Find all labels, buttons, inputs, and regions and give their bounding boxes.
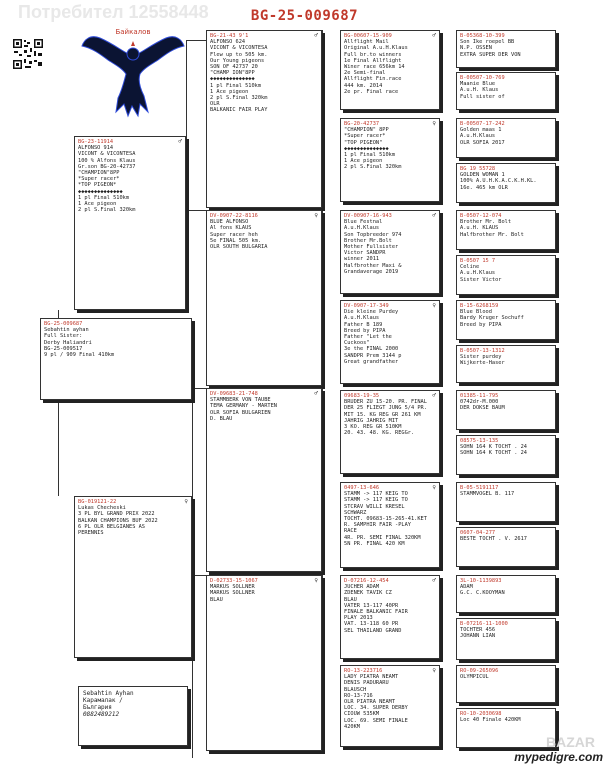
- gen4-line: Breed by PIPA: [460, 321, 502, 328]
- dam-line: PERENNIS: [78, 530, 104, 537]
- sdd-line: Cuckoos": [344, 340, 370, 347]
- owner-name: Sebahtin Ayhan: [83, 690, 134, 697]
- connector-line: [322, 388, 323, 480]
- gen4-card[interactable]: [456, 163, 556, 203]
- gen4-line: BESTE TOCHT . V. 2617: [460, 536, 527, 543]
- dss-line: BRUDER ZU 15-20. PR. FINAL: [344, 399, 427, 406]
- owner-phone: 0882489212: [83, 711, 120, 718]
- ss-line: SON OF 42737 20: [210, 64, 258, 71]
- sss-line: 1e Final Allflight: [344, 57, 402, 64]
- gen3-card-dds[interactable]: [340, 575, 440, 659]
- gen3-card-sdd[interactable]: [340, 300, 440, 384]
- sss-line: Original A.u.H.Klaus: [344, 45, 408, 52]
- gen4-card[interactable]: [456, 118, 556, 158]
- gen3-card-sds[interactable]: [340, 210, 440, 294]
- ssd-line: ◆◆◆◆◆◆◆◆◆◆◆◆◆◆: [344, 145, 389, 152]
- gen4-ring: B-07216-11-1000: [460, 621, 508, 627]
- ssd-line: "CHAMPION" 8PP: [344, 127, 389, 134]
- sds-line: Blue Festnal: [344, 219, 383, 226]
- ddd-line: CIOUW 535KM: [344, 711, 380, 718]
- sire-line: 2 pl S.Final 320km: [78, 207, 136, 214]
- gen3-card-ssd[interactable]: [340, 118, 440, 202]
- gen4-card[interactable]: [456, 708, 556, 748]
- female-icon: ♀: [184, 498, 188, 505]
- connector-line: [192, 388, 206, 389]
- connector-line: [186, 168, 187, 210]
- subject-card[interactable]: [40, 318, 192, 400]
- gen4-line: Maanie Blue: [460, 81, 496, 88]
- sdd-line: Father B 189: [344, 321, 383, 328]
- gen4-card[interactable]: [456, 72, 556, 110]
- gen4-card[interactable]: [456, 30, 556, 68]
- connector-line: [322, 30, 323, 122]
- qr-code-icon: [12, 38, 44, 70]
- gen4-ring: B-00507-10-769: [460, 75, 505, 81]
- pedigree-title: BG-25-009687: [250, 8, 359, 24]
- gen4-line: A.u.H.Klaus: [460, 133, 496, 140]
- dam-line: Lukas Checheski: [78, 505, 126, 512]
- gen3-card-dsd[interactable]: [340, 482, 440, 568]
- sss-line: 2e pr. Final race: [344, 88, 399, 95]
- sire-dam-card[interactable]: [206, 210, 322, 386]
- gen4-card[interactable]: [456, 210, 556, 250]
- ssd-ring: BG-20-42737: [344, 121, 380, 127]
- dsd-line: RACE: [344, 528, 357, 535]
- owner-town: Карамалак /: [83, 697, 123, 704]
- logo-text: Байкалов: [115, 28, 151, 36]
- ds-line: OLR SOFIA BULGARIEN: [210, 409, 271, 416]
- gen4-ring: 0607-04-277: [460, 530, 496, 536]
- dam-dam-card[interactable]: [206, 575, 322, 751]
- connector-line: [58, 310, 59, 318]
- ss-line: "CHAMP ION"8PP: [210, 70, 255, 77]
- site-footer-link[interactable]: mypedigre.com: [514, 750, 603, 764]
- dds-line: VATER 13-117 40PR: [344, 602, 399, 609]
- sd-line: Al fons KLAUS: [210, 225, 252, 232]
- gen4-ring: B-0507-13-1312: [460, 348, 505, 354]
- gen4-line: Full sister of: [460, 93, 505, 100]
- gen4-line: Wijkerte-Haser: [460, 360, 505, 367]
- gen4-line: Golden maas 1: [460, 127, 502, 134]
- dss-line: JAHRIG JAHRIG MIT: [344, 417, 399, 424]
- gen4-line: Loc 40 Finale 420KM: [460, 717, 521, 724]
- gen4-ring: B-0507 15 7: [460, 258, 496, 264]
- sire-line: 1 Ace pigeon: [78, 201, 117, 208]
- dds-ring: D-07216-12-454: [344, 578, 389, 584]
- sds-ring: DV-00907-16-943: [344, 213, 392, 219]
- male-icon: ♂: [178, 138, 182, 145]
- sire-line: *TOP PIGEON*: [78, 182, 117, 189]
- ddd-line: 420KM: [344, 723, 360, 730]
- ddd-line: BLAUSCH: [344, 686, 367, 693]
- gen4-line: ADAM: [460, 584, 473, 591]
- gen4-card[interactable]: [456, 300, 556, 340]
- dsd-line: STAMM -> 117 KEIG TO: [344, 491, 408, 498]
- dsd-ring: 0497-13-646: [344, 485, 380, 491]
- dsd-line: 4R. PR. SEMI FINAL 320KM: [344, 534, 421, 541]
- ddd-line: LOC. 34. SUPER DERBY: [344, 705, 408, 712]
- sire-line: Gr.son BG-20-42737: [78, 163, 136, 170]
- connector-line: [192, 388, 193, 758]
- dds-line: ZDENEK TAVIK CZ: [344, 590, 392, 597]
- ddd-line: LADY PIATRA NEAMT: [344, 674, 399, 681]
- gen3-card-dss[interactable]: [340, 390, 440, 474]
- gen4-line: JOHANN LIAN: [460, 633, 496, 640]
- sds-line: Victor SANDPR: [344, 250, 386, 257]
- gen4-line: SOHN 164 K TOCHT . 24: [460, 444, 527, 451]
- sds-line: Mother Fullsister: [344, 244, 399, 251]
- gen4-card[interactable]: [456, 482, 556, 522]
- ssd-line: "TOP PIGEON": [344, 139, 383, 146]
- sds-line: Brother Mr.Bolt: [344, 237, 392, 244]
- gen4-card[interactable]: [456, 665, 556, 703]
- sd-line: BLUE ALFONSO: [210, 219, 249, 226]
- dam-line: 6 PL OLR BELGIANES AS: [78, 523, 145, 530]
- sire-line: ALFONSO 914: [78, 145, 114, 152]
- gen4-card[interactable]: [456, 390, 556, 430]
- gen4-line: SOHN 164 K TOCHT . 24: [460, 450, 527, 457]
- bazar-logo: BAZAR: [546, 734, 595, 750]
- gen4-line: Brother Mr. Bolt: [460, 219, 512, 226]
- ds-line: D. BLAU: [210, 415, 233, 422]
- gen4-line: OLR SOFIA 2017: [460, 139, 505, 146]
- connector-line: [186, 210, 206, 211]
- dam-sire-card[interactable]: [206, 388, 322, 572]
- sire-line: *Super racer*: [78, 176, 120, 183]
- connector-line: [322, 210, 323, 302]
- ddd-ring: RO-13-223716: [344, 668, 383, 674]
- gen4-ring: B-15-6268159: [460, 303, 499, 309]
- connector-line: [192, 575, 206, 576]
- gen3-card-sss[interactable]: [340, 30, 440, 110]
- sd-line: OLR SOUTH BULGARIA: [210, 244, 268, 251]
- dd-line: BLAU: [210, 596, 223, 603]
- sdd-line: 3e the FINAL 2000: [344, 346, 399, 353]
- dss-line: MIT 15. KG REG GR 261 KM: [344, 411, 421, 418]
- sire-ring: BG-23-11914: [78, 139, 114, 145]
- sss-line: 444 km. 2014: [344, 82, 383, 89]
- sss-line: Full br.to winners: [344, 51, 402, 58]
- ddd-line: DENIS PADURARU: [344, 680, 389, 687]
- female-icon: ♀: [432, 302, 436, 309]
- gen4-line: Halfbrother Mr. Bolt: [460, 231, 524, 238]
- gen4-ring: B-0507-12-074: [460, 213, 502, 219]
- dss-ring: 09683-19-35: [344, 393, 380, 399]
- gen4-ring: B-05368-10-399: [460, 33, 505, 39]
- gen4-card[interactable]: [456, 435, 556, 475]
- gen4-line: Blue Blood: [460, 309, 492, 316]
- sire-line: 1 pl Final 510km: [78, 194, 130, 201]
- connector-line: [58, 400, 59, 496]
- sire-card[interactable]: [74, 136, 186, 310]
- sd-line: 5e FINAL 505 km.: [210, 237, 262, 244]
- sss-line: Allflight Mail: [344, 39, 389, 46]
- gen4-line: DER DOKSE BAUM: [460, 405, 505, 412]
- gen4-line: 100% A.U.H.K.A.C.K.H.KL.: [460, 178, 537, 185]
- subject-line: BG-25-009517: [44, 345, 83, 352]
- dsd-line: STAMM -> 117 KEIG TO: [344, 497, 408, 504]
- sss-line: 2e Semi-final: [344, 70, 386, 77]
- gen4-ring: RO-09-265096: [460, 668, 499, 674]
- subject-line: 9 pl / 909 Final 410km: [44, 352, 115, 359]
- gen4-line: TOCHTER 456: [460, 627, 496, 634]
- gen4-line: A.u.H. KLAUS: [460, 225, 499, 232]
- dd-ring: D-02733-15-1067: [210, 578, 258, 584]
- dds-line: BLAU: [344, 596, 357, 603]
- sire-sire-card[interactable]: [206, 30, 322, 208]
- dds-line: JUCHER ADAM: [344, 584, 380, 591]
- male-icon: ♂: [314, 390, 318, 397]
- dsd-line: 5N PR. FINAL 420 KM: [344, 540, 405, 547]
- dam-card[interactable]: [74, 496, 192, 658]
- ss-line: 1 Ace pigeon: [210, 88, 249, 95]
- gen4-line: Sister purdey: [460, 354, 502, 361]
- ss-line: Our Young pigeons: [210, 57, 265, 64]
- gen4-line: A.u.H.Klaus: [460, 270, 496, 277]
- female-icon: ♀: [432, 667, 436, 674]
- ss-ring: BG-21-43 9'1: [210, 33, 249, 39]
- dd-line: MARKUS SOLLNER: [210, 584, 255, 591]
- subject-line: Full Sister:: [44, 333, 83, 340]
- male-icon: ♂: [432, 577, 436, 584]
- gen4-card[interactable]: [456, 345, 556, 383]
- sdd-line: A.u.H.Klaus: [344, 315, 380, 322]
- sdd-line: SANDPR Prem 3144 p: [344, 352, 402, 359]
- dam-line: 3 PL BYL GRAND PRIX 2022: [78, 511, 155, 518]
- sire-line: ◆◆◆◆◆◆◆◆◆◆◆◆◆◆: [78, 188, 123, 195]
- gen4-ring: BG 19 55728: [460, 166, 496, 172]
- dds-line: FINALE BALKANIC FAIR: [344, 609, 408, 616]
- ds-ring: DV-09683-21-748: [210, 391, 258, 397]
- subject-line: Derby Haliandri: [44, 339, 92, 346]
- dds-line: VAT. 13-118 60 PR: [344, 621, 399, 628]
- ds-line: STAMMBERK VON TAUBE: [210, 397, 271, 404]
- connector-line: [322, 575, 323, 663]
- ddd-line: LOC. 69. SEMI FINALE: [344, 717, 408, 724]
- female-icon: ♀: [432, 484, 436, 491]
- ss-line: VICONT & VICONTESA: [210, 45, 268, 52]
- sd-ring: DV-0907-22-8116: [210, 213, 258, 219]
- female-icon: ♀: [314, 577, 318, 584]
- pigeon-logo-icon: [78, 24, 188, 124]
- gen3-card-ddd[interactable]: [340, 665, 440, 747]
- male-icon: ♂: [314, 32, 318, 39]
- dsd-line: STCRAV WILLI KRESEL: [344, 503, 405, 510]
- ss-line: 1 pl Final 510km: [210, 82, 262, 89]
- connector-line: [186, 40, 206, 41]
- male-icon: ♂: [432, 392, 436, 399]
- male-icon: ♂: [432, 212, 436, 219]
- dsd-line: TOCHT. 09683-15-265-41.KET: [344, 516, 427, 523]
- gen4-ring: 01385-11-795: [460, 393, 499, 399]
- ssd-line: *Super racer*: [344, 133, 386, 140]
- dss-line: DER 25 FLIEGT JUNG 5/4 PR.: [344, 405, 427, 412]
- sire-line: "CHAMPION"8PP: [78, 170, 120, 177]
- sdd-line: Great grandfather: [344, 358, 399, 365]
- male-icon: ♂: [432, 32, 436, 39]
- gen4-card[interactable]: [456, 618, 556, 660]
- sds-line: Son Topbreeder 974: [344, 231, 402, 238]
- gen4-line: 16e. 465 km OLR: [460, 184, 508, 191]
- sire-line: 100 % Alfons Klaus: [78, 157, 136, 164]
- ss-line: OLR: [210, 101, 220, 108]
- dds-line: SEL THAILAND GRAND: [344, 627, 402, 634]
- gen4-line: N.P. OSSEN: [460, 45, 492, 52]
- owner-country: България: [83, 704, 112, 711]
- sdd-line: Die kleine Purdey: [344, 309, 399, 316]
- sdd-line: Breed by PIPA: [344, 327, 386, 334]
- gen4-line: OLYMPICUL: [460, 674, 489, 681]
- female-icon: ♀: [314, 212, 318, 219]
- gen4-line: GOLDEN WOMAN 1: [460, 172, 505, 179]
- ss-line: Flew up to 505 km.: [210, 51, 268, 58]
- gen4-ring: B-05-5191117: [460, 485, 499, 491]
- owner-card: [78, 686, 188, 746]
- gen4-ring: 3L-10-1139893: [460, 578, 502, 584]
- female-icon: ♀: [432, 120, 436, 127]
- sss-ring: BG-00607-15-909: [344, 33, 392, 39]
- gen4-line: Celine: [460, 264, 480, 271]
- sdd-ring: DV-0907-17-349: [344, 303, 389, 309]
- sdd-line: Father "Let the: [344, 334, 392, 341]
- sds-line: winner 2011: [344, 256, 380, 263]
- ddd-line: RO-13-716: [344, 692, 373, 699]
- gen4-line: Son Ike roepel BB: [460, 39, 515, 46]
- subject-ring: BG-25-009687: [44, 321, 83, 327]
- gen4-line: G.C. C.KOOYMAN: [460, 590, 505, 597]
- gen4-line: Sister Victor: [460, 276, 502, 283]
- ds-line: TEMA GERMANY - MARTEN: [210, 403, 277, 410]
- gen4-ring: RO-10-2030698: [460, 711, 502, 717]
- ss-line: ◆◆◆◆◆◆◆◆◆◆◆◆◆◆: [210, 76, 255, 83]
- ss-line: 2 pl S.Final 320km: [210, 95, 268, 102]
- gen4-card[interactable]: [456, 527, 556, 567]
- ssd-line: 2 pl S.Final 320km: [344, 164, 402, 171]
- dss-line: 3 KO. REG GR 510KM: [344, 424, 402, 431]
- sds-line: A.u.H.Klaus: [344, 225, 380, 232]
- sd-line: Super racer heh: [210, 231, 258, 238]
- gen4-line: Bardy Kruger Sochuff: [460, 315, 524, 322]
- gen4-line: 0742dr-M.000: [460, 399, 499, 406]
- ssd-line: 1 Ace pigeon: [344, 158, 383, 165]
- subject-line: Sebahtin ayhan: [44, 327, 89, 334]
- dsd-line: SCHWARZ: [344, 509, 367, 516]
- ss-line: ALFONSO 624: [210, 39, 246, 46]
- gen4-card[interactable]: [456, 575, 556, 613]
- sss-line: Allflight Fin.race: [344, 76, 402, 83]
- ss-line: BALKANIC FAIR PLAY: [210, 107, 268, 114]
- gen4-line: STAMMVOGEL B. 117: [460, 491, 515, 498]
- dss-line: 20. 43. 48. KG. REGGr.: [344, 430, 415, 437]
- gen4-ring: 08575-13-135: [460, 438, 499, 444]
- dsd-line: R. SAMPHIR FAIR -PLAY: [344, 522, 411, 529]
- dd-line: MARKUS SOLLNER: [210, 590, 255, 597]
- gen4-line: A.u.H. Klaus: [460, 87, 499, 94]
- connector-line: [186, 40, 187, 168]
- sire-line: VICONT & VICONTESA: [78, 151, 136, 158]
- gen4-ring: B-00507-17-242: [460, 121, 505, 127]
- ddd-line: OLR PIATRA NEAMT: [344, 699, 396, 706]
- dam-ring: BG-019121-22: [78, 499, 117, 505]
- sds-line: Halfbrother Maxi &: [344, 262, 402, 269]
- gen4-card[interactable]: [456, 255, 556, 295]
- ssd-line: 1 pl Final 510km: [344, 152, 396, 159]
- gen4-line: EXTRA SUPER DER VON: [460, 51, 521, 58]
- sss-line: Winer race 656km 14: [344, 64, 405, 71]
- watermark-text: Потребител 12558448: [18, 2, 209, 22]
- dam-line: BALKAN CHAMPIONS BUF 2022: [78, 517, 158, 524]
- dds-line: PLAY 2013: [344, 615, 373, 622]
- sds-line: Grandaverage 2019: [344, 268, 399, 275]
